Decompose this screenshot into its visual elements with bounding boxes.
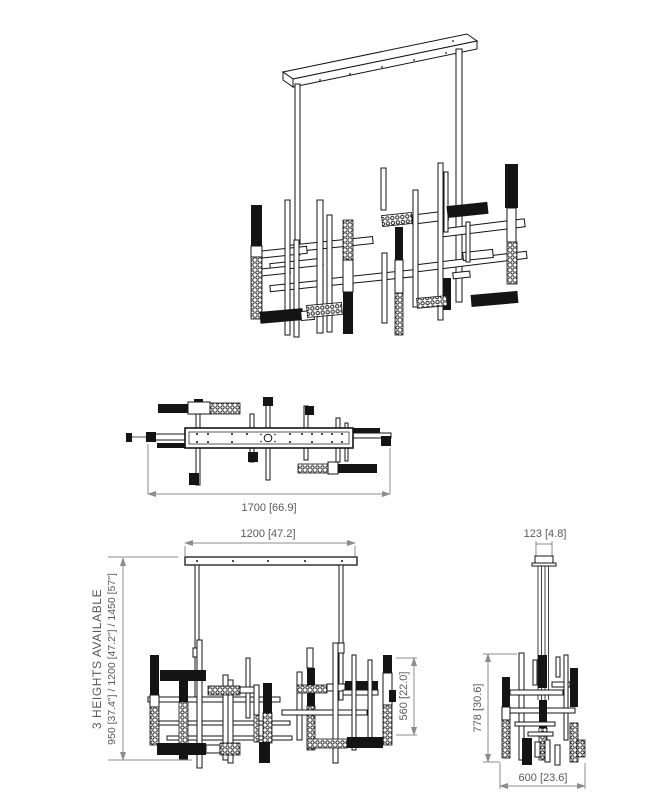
front-column-center: [254, 683, 272, 763]
front-canopy: [185, 557, 357, 565]
plan-main-beam: [185, 428, 353, 448]
front-heights-dimension: [90, 557, 192, 760]
front-suspension-rods: [193, 565, 344, 700]
front-width-label: 1200 [47.2]: [240, 528, 296, 540]
side-view: [472, 528, 585, 789]
front-view: [90, 528, 417, 768]
side-width-label: 600 [23.6]: [518, 772, 568, 784]
side-column-left: [502, 677, 510, 758]
column-mid-left: [343, 220, 353, 334]
side-canopy-width-label: 123 [4.8]: [523, 528, 567, 540]
heights-available-values: 950 [37.4"] / 1200 [47.2"] / 1450 [57"]: [106, 573, 118, 745]
side-width-dimension: [500, 763, 585, 789]
front-bottom-bar: [157, 743, 240, 755]
front-width-dimension: [185, 528, 355, 556]
canopy-3d: [283, 34, 477, 87]
plan-length-label: 1700 [66.9]: [241, 502, 297, 514]
front-bar-cluster: [148, 640, 396, 768]
front-column-c: [307, 668, 315, 750]
front-body-height-dimension: [396, 658, 417, 735]
heights-available-label: 3 HEIGHTS AVAILABLE: [90, 588, 104, 730]
plan-view: [126, 397, 391, 514]
bar-cluster-3d: [251, 163, 527, 337]
front-body-height-label: 560 [22.0]: [398, 671, 410, 721]
perspective-view: [251, 34, 527, 337]
side-canopy-dimension: [524, 528, 567, 556]
column-far-right: [505, 164, 518, 284]
column-left: [251, 205, 262, 319]
front-column-a: [150, 655, 159, 745]
column-mid-right: [395, 227, 403, 335]
side-canopy: [532, 556, 556, 566]
side-bar-cluster: [502, 653, 585, 765]
side-body-height-label: 778 [30.6]: [472, 683, 484, 733]
